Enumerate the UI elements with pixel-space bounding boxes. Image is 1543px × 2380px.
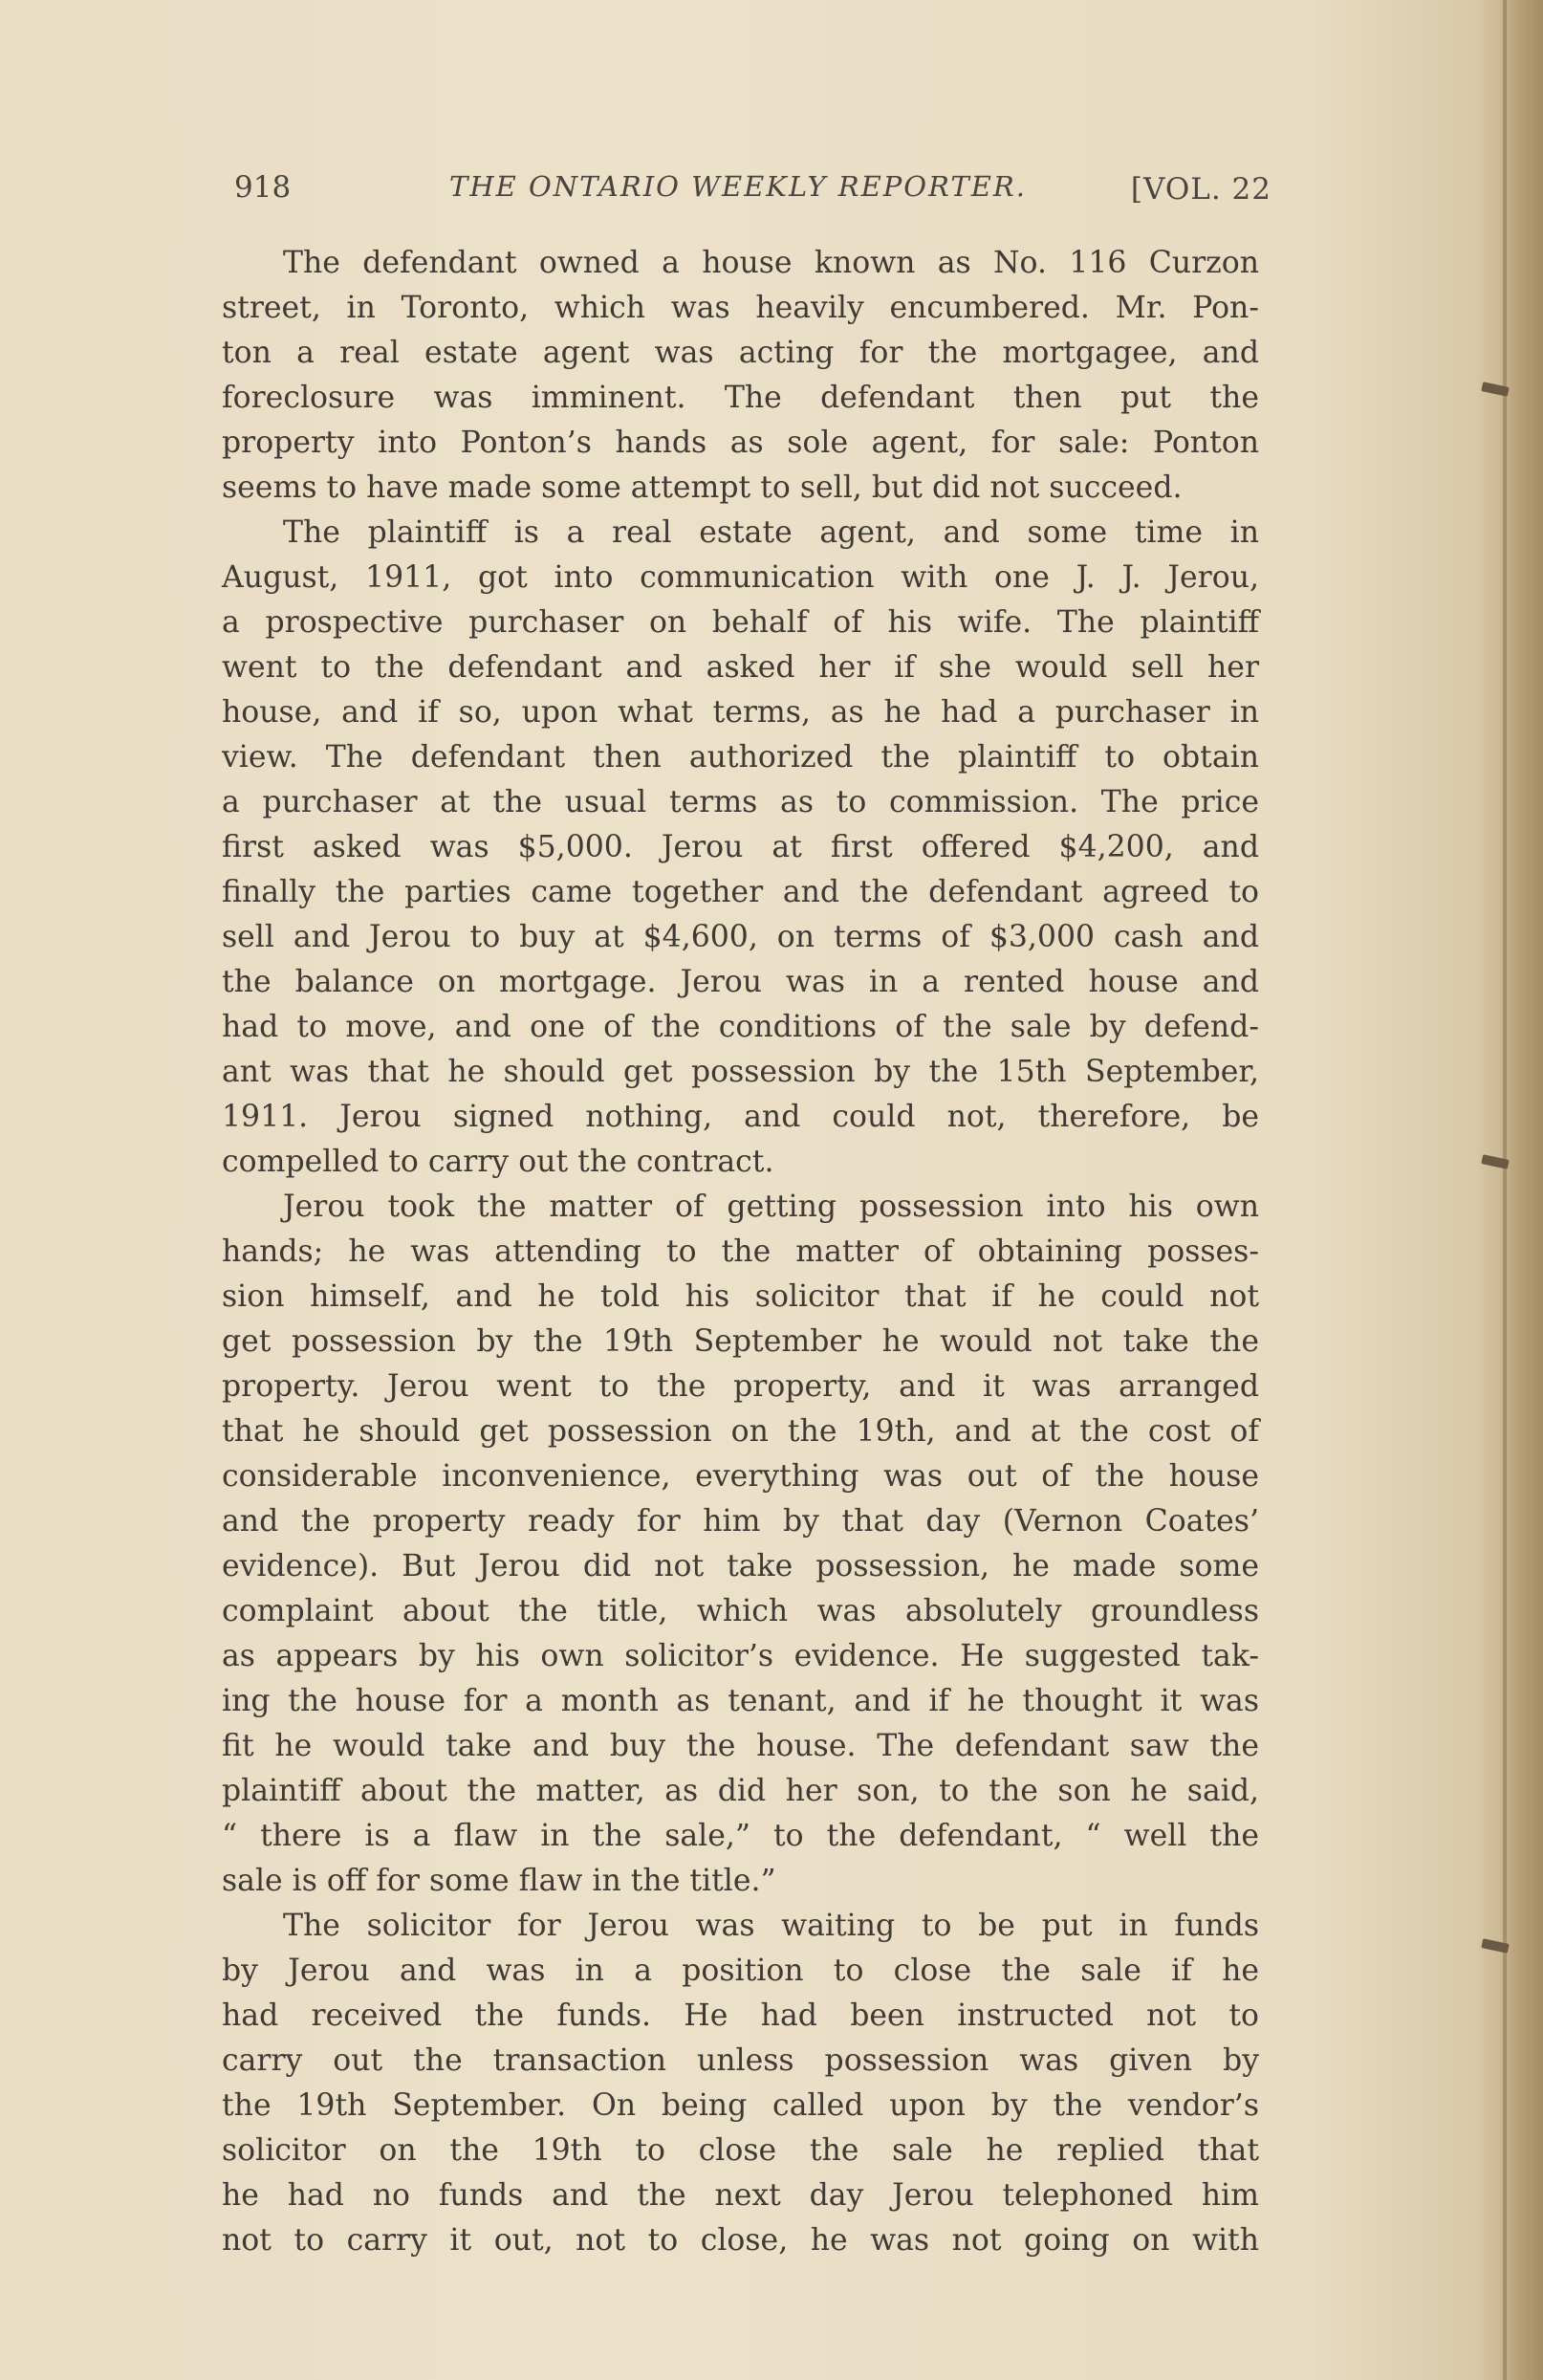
text-line: had to move, and one of the conditions of the sale by defend- [222,1010,1259,1044]
text-line: a purchaser at the usual terms as to commission. The price [222,785,1259,819]
text-line: foreclosure was imminent. The defendant then put the [222,381,1259,415]
text-line: house, and if so, upon what terms, as he had a purchaser in [222,695,1259,730]
text-line: first asked was $5,000. Jerou at first offered $4,200, and [222,830,1259,864]
text-line: sale is off for some flaw in the title.” [222,1864,776,1898]
text-line: sell and Jerou to buy at $4,600, on terms of $3,000 cash and [222,920,1259,954]
text-line: solicitor on the 19th to close the sale he replied that [222,2133,1259,2168]
text-line: carry out the transaction unless possession was given by [222,2043,1259,2078]
text-line: 1911. Jerou signed nothing, and could not, therefore, be [222,1100,1259,1134]
text-line: ant was that he should get possession by the 15th September, [222,1055,1259,1089]
text-line: compelled to carry out the contract. [222,1145,774,1179]
text-line: fit he would take and buy the house. The defendant saw the [222,1729,1259,1763]
volume-label: [VOL. 22 [1130,172,1271,207]
body-text [222,241,1259,2263]
text-line: finally the parties came together and the defendant agreed to [222,875,1259,909]
text-line: Jerou took the matter of getting possession into his own [283,1190,1259,1224]
text-line: the balance on mortgage. Jerou was in a rented house and [222,965,1259,999]
text-line: considerable inconvenience, everything was out of the house [222,1459,1259,1494]
text-line: street, in Toronto, which was heavily encumbered. Mr. Pon- [222,291,1259,325]
text-line: The plaintiff is a real estate agent, and some time in [283,515,1259,550]
text-line: The defendant owned a house known as No. 116 Curzon [283,246,1259,280]
running-title: THE ONTARIO WEEKLY REPORTER. [449,170,1027,203]
page-number: 918 [234,170,292,205]
text-line: ton a real estate agent was acting for the mortgagee, and [222,336,1259,370]
text-line: property into Ponton’s hands as sole agent, for sale: Ponton [222,426,1259,460]
text-line: property. Jerou went to the property, and it was arranged [222,1369,1259,1404]
text-line: as appears by his own solicitor’s evidence. He suggested tak- [222,1639,1259,1673]
text-line: a prospective purchaser on behalf of his wife. The plaintiff [222,605,1259,640]
text-line: the 19th September. On being called upon by the vendor’s [222,2088,1259,2123]
text-line: not to carry it out, not to close, he was not going on with [222,2223,1259,2258]
text-line: get possession by the 19th September he would not take the [222,1324,1259,1359]
text-line: “ there is a flaw in the sale,” to the defendant, “ well the [222,1819,1259,1853]
text-line: that he should get possession on the 19th, and at the cost of [222,1414,1259,1449]
text-line: and the property ready for him by that day (Vernon Coates’ [222,1504,1259,1539]
paragraph [222,241,1259,511]
text-line: hands; he was attending to the matter of obtaining posses- [222,1234,1259,1269]
text-line: went to the defendant and asked her if she would sell her [222,650,1259,685]
page-edge-line [1503,0,1507,2380]
text-line: ing the house for a month as tenant, and if he thought it was [222,1684,1259,1718]
text-line: sion himself, and he told his solicitor that if he could not [222,1279,1259,1314]
text-line: he had no funds and the next day Jerou telephoned him [222,2178,1259,2213]
text-line: plaintiff about the matter, as did her son, to the son he said, [222,1774,1259,1808]
text-line: August, 1911, got into communication with one J. J. Jerou, [222,560,1259,595]
text-line: had received the funds. He had been instructed not to [222,1998,1259,2033]
paragraph [222,511,1259,1185]
text-line: complaint about the title, which was absolutely groundless [222,1594,1259,1628]
text-line: by Jerou and was in a position to close the sale if he [222,1954,1259,1988]
text-line: view. The defendant then authorized the plaintiff to obtain [222,740,1259,775]
running-header [234,161,1271,218]
paragraph [222,1185,1259,1904]
paragraph [222,1904,1259,2263]
text-line: The solicitor for Jerou was waiting to be put in funds [283,1909,1259,1943]
text-line: seems to have made some attempt to sell, but did not succeed. [222,470,1183,505]
book-spine-shadow [1476,0,1543,2380]
text-line: evidence). But Jerou did not take possession, he made some [222,1549,1259,1583]
